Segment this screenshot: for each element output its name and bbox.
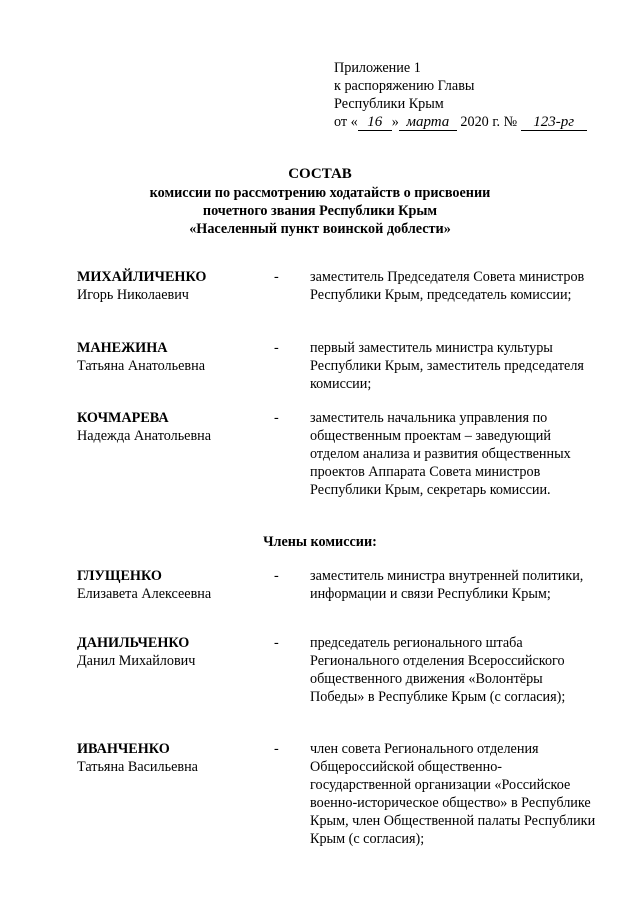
member-name <box>77 409 267 445</box>
member-surname: ГЛУЩЕНКО <box>77 568 162 584</box>
title-line-4: «Населенный пункт воинской доблести» <box>189 221 451 237</box>
member-name <box>77 740 267 776</box>
appendix-date-line <box>334 113 587 131</box>
member-dash: - <box>274 340 279 356</box>
member-surname: МАНЕЖИНА <box>77 340 168 356</box>
member-surname: КОЧМАРЕВА <box>77 410 169 426</box>
member-surname: ДАНИЛЬЧЕНКО <box>77 635 190 651</box>
title-line-3: почетного звания Республики Крым <box>202 203 438 219</box>
date-day: 16 <box>358 115 392 131</box>
member-given-name: Надежда Анатольевна <box>77 428 212 444</box>
date-year: 2020 г. № <box>460 114 518 130</box>
member-name <box>77 268 267 304</box>
member-role: первый заместитель министра культуры Республики Крым, заместитель председателя комиссии; <box>310 340 584 392</box>
member-given-name: Елизавета Алексеевна <box>77 586 212 602</box>
member-role: заместитель министра внутренней политики, информации и связи Республики Крым; <box>310 568 584 602</box>
date-month: марта <box>399 115 457 131</box>
title-main: СОСТАВ <box>288 166 352 182</box>
appendix-line-3: Республики Крым <box>334 96 444 112</box>
member-name <box>77 567 267 603</box>
order-number: 123-рг <box>521 115 587 131</box>
member-surname: МИХАЙЛИЧЕНКО <box>77 269 207 285</box>
member-surname: ИВАНЧЕНКО <box>77 741 170 757</box>
document-title <box>0 165 640 238</box>
member-dash: - <box>274 568 279 584</box>
appendix-line-1: Приложение 1 <box>334 60 421 76</box>
members-heading: Члены комиссии: <box>263 534 377 550</box>
member-given-name: Данил Михайлович <box>77 653 196 669</box>
member-given-name: Татьяна Васильевна <box>77 759 198 775</box>
member-name <box>77 634 267 670</box>
title-line-2: комиссии по рассмотрению ходатайств о присвоении <box>149 185 491 201</box>
appendix-header <box>334 59 587 131</box>
member-name <box>77 339 267 375</box>
member-dash: - <box>274 410 279 426</box>
member-dash: - <box>274 635 279 651</box>
member-given-name: Татьяна Анатольевна <box>77 358 205 374</box>
date-prefix: от « <box>334 114 358 130</box>
member-role: член совета Регионального отделения Общероссийской общественно-государственной организации «Российское военно-историческое общество» в Республике Крым, член Общественной палаты Республики Крым (с согласия); <box>310 741 596 847</box>
member-dash: - <box>274 269 279 285</box>
member-given-name: Игорь Николаевич <box>77 287 189 303</box>
member-role: заместитель начальника управления по общественным проектам – заведующий отделом анализа и развития общественных проектов Аппарата Совета министров Республики Крым, секретарь комиссии. <box>310 410 571 498</box>
appendix-line-2: к распоряжению Главы <box>334 78 475 94</box>
member-dash: - <box>274 741 279 757</box>
date-mid: » <box>391 114 399 130</box>
member-role: заместитель Председателя Совета министров Республики Крым, председатель комиссии; <box>310 269 585 303</box>
member-role: председатель регионального штаба Регионального отделения Всероссийского общественного движения «Волонтёры Победы» в Республике Крым (с согласия); <box>310 635 566 705</box>
